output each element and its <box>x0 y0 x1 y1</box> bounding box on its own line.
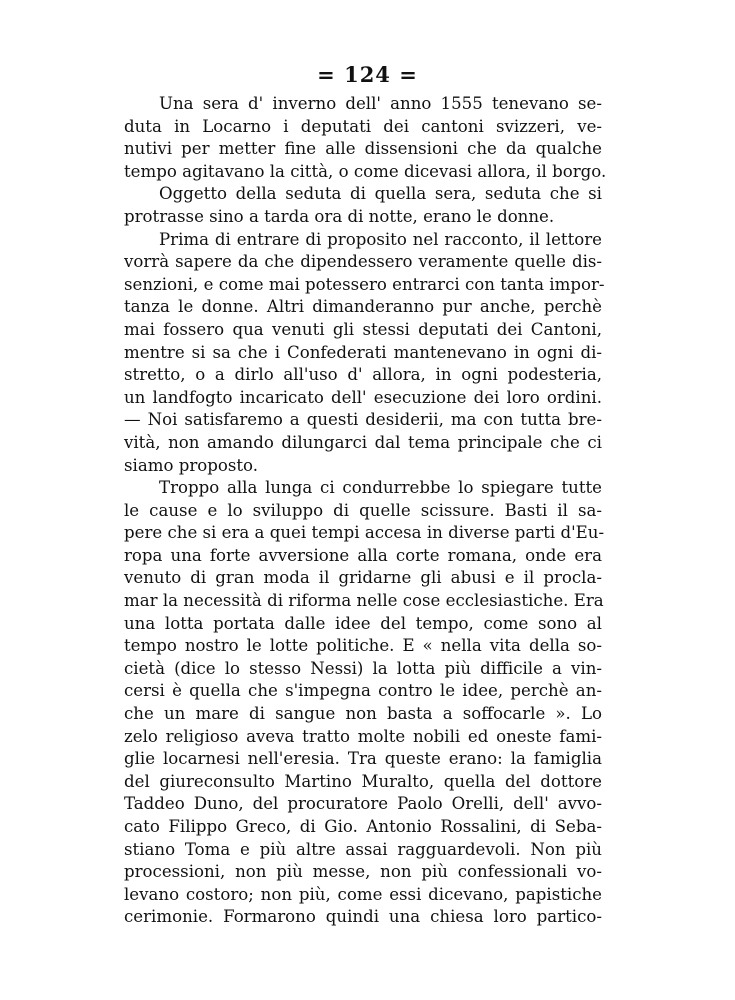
text-line: senzioni, e come mai potessero entrarci con tanta impor- <box>124 274 605 294</box>
text-line: del giureconsulto Martino Muralto, quella del dottore <box>124 771 602 791</box>
text-line: che un mare di sangue non basta a soffocarle ». Lo <box>124 704 602 724</box>
text-line: zelo religioso aveva tratto molte nobili ed oneste fami- <box>124 726 602 746</box>
text-line: le cause e lo sviluppo di quelle scissure. Basti il sa- <box>124 500 602 520</box>
text-line: venuto di gran moda il gridarne gli abusi e il procla- <box>124 568 602 588</box>
text-line: tanza le donne. Altri dimanderanno pur anche, perchè <box>124 297 602 317</box>
text-line: Taddeo Duno, del procuratore Paolo Orelli, dell' avvo- <box>124 794 602 814</box>
text-line: mai fossero qua venuti gli stessi deputati dei Cantoni, <box>124 319 602 339</box>
text-line: Una sera d' inverno dell' anno 1555 tenevano se- <box>159 94 602 113</box>
text-line: nutivi per metter fine alle dissensioni che da qualche <box>124 139 602 159</box>
paragraph <box>124 229 605 478</box>
text-line: siamo proposto. <box>124 455 259 475</box>
text-line: cerimonie. Formarono quindi una chiesa loro partico- <box>124 907 602 927</box>
text-line: Prima di entrare di proposito nel racconto, il lettore <box>159 229 602 249</box>
text-line: protrasse sino a tarda ora di notte, erano le donne. <box>124 206 555 226</box>
text-line: pere che si era a quei tempi accesa in diverse parti d'Eu- <box>124 523 605 543</box>
page-number: = 124 = <box>317 62 418 87</box>
text-line: vità, non amando dilungarci dal tema principale che ci <box>124 432 602 452</box>
text-line: tempo nostro le lotte politiche. E « nella vita della so- <box>124 636 602 656</box>
text-line: una lotta portata dalle idee del tempo, come sono al <box>124 613 602 633</box>
text-line: stiano Toma e più altre assai ragguardevoli. Non più <box>124 839 602 859</box>
paragraph <box>124 183 602 228</box>
text-line: vorrà sapere da che dipendessero veramente quelle dis- <box>124 252 602 272</box>
text-line: glie locarnesi nell'eresia. Tra queste erano: la famiglia <box>124 749 602 769</box>
text-line: — Noi satisfaremo a questi desiderii, ma con tutta bre- <box>124 410 602 430</box>
text-line: tempo agitavano la città, o come dicevasi allora, il borgo. <box>124 161 607 181</box>
text-line: Oggetto della seduta di quella sera, seduta che si <box>159 184 602 204</box>
text-line: cato Filippo Greco, di Gio. Antonio Rossalini, di Seba- <box>124 817 602 836</box>
body-text <box>124 93 607 929</box>
text-line: levano costoro; non più, come essi dicevano, papistiche <box>124 884 602 904</box>
text-line: ropa una forte avversione alla corte romana, onde era <box>124 545 602 565</box>
paragraph <box>124 93 607 183</box>
text-line: processioni, non più messe, non più confessionali vo- <box>124 862 602 882</box>
text-line: un landfogto incaricato dell' esecuzione dei loro ordini. <box>124 387 602 407</box>
text-line: stretto, o a dirlo all'uso d' allora, in ogni podesteria, <box>124 365 602 385</box>
text-line: cietà (dice lo stesso Nessi) la lotta più difficile a vin- <box>124 658 602 678</box>
text-line: cersi è quella che s'impegna contro le idee, perchè an- <box>124 681 602 701</box>
text-line: mentre si sa che i Confederati mantenevano in ogni di- <box>124 342 602 362</box>
text-line: mar la necessità di riforma nelle cose ecclesiastiche. Era <box>124 591 604 611</box>
text-line: duta in Locarno i deputati dei cantoni svizzeri, ve- <box>124 116 602 136</box>
paragraph <box>124 477 605 929</box>
text-line: Troppo alla lunga ci condurrebbe lo spiegare tutte <box>159 478 602 498</box>
